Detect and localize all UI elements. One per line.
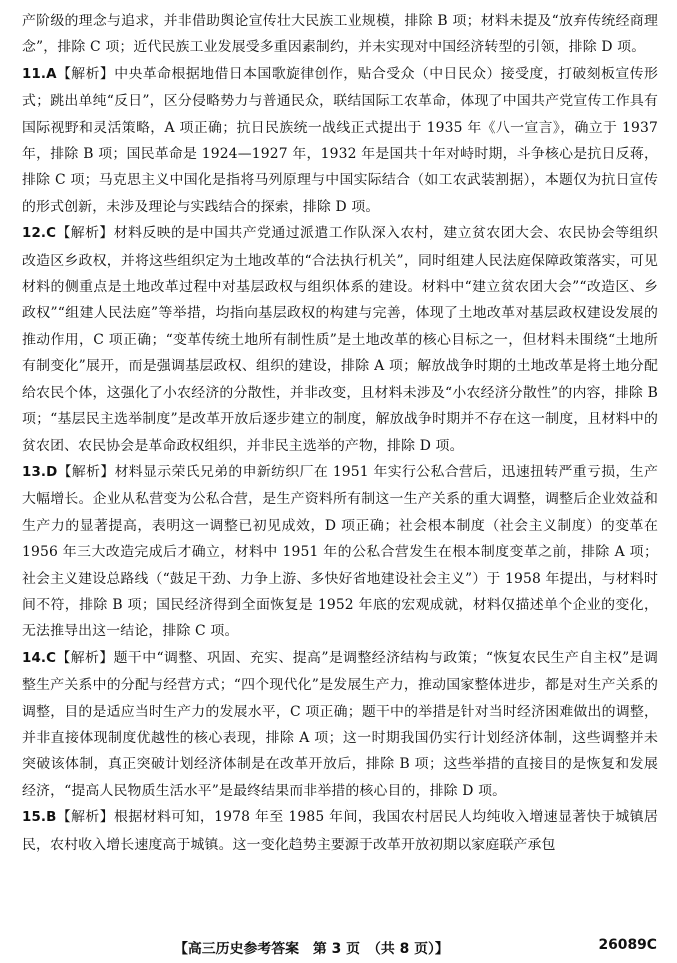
answer-page [22,8,658,858]
answer-number: 15.B [22,810,57,826]
answer-text: 【解析】中央革命根据地借日本国歌旋律创作，贴合受众（中日民众）接受度，打破刻板宣传形式；跳出单纯“反日”，区分侵略势力与普通民众，联结国际工农革命，体现了中国共产党宣传工作具有国际视野和灵活策略，A 项正确；抗日民族统一战线正式提出于 1935 年《八一宣言》，确立于 1937 年，排除 B 项；国民革命是 1924—1927 年，1932 年是国共十年对峙时期，斗争核心是抗日反蒋，排除 C 项；马克思主义中国化是指将马列原理与中国实际结合（如工农武装割据），本题仅为抗日宣传的形式创新，未涉及理论与实践结合的探索，排除 D 项。 [22,65,658,215]
answer-item-11 [22,61,658,220]
intro-paragraph: 产阶级的理念与追求，并非借助舆论宣传壮大民族工业规模，排除 B 项；材料未提及“放弃传统经商理念”，排除 C 项；近代民族工业发展受多重因素制约，并未实现对中国经济转型的引领，排除 D 项。 [22,13,658,56]
page-footer [0,935,677,959]
answer-text: 【解析】根据材料可知，1978 年至 1985 年间，我国农村居民人均纯收入增速显著快于城镇居民，农村收入增长速度高于城镇。这一变化趋势主要源于改革开放初期以家庭联产承包 [22,809,658,853]
answer-number: 14.C [22,650,57,666]
answer-text: 【解析】题干中“调整、巩固、充实、提高”是调整经济结构与政策；“恢复农民生产自主权”是调整生产关系中的分配与经营方式；“四个现代化”是发展生产力，推动国家整体进步，都是对生产关系的调整，目的是适应当时生产力的发展水平，C 项正确；题干中的举措是针对当时经济困难做出的调整，并非直接体现制度优越性的核心表现，排除 A 项；这一时期我国仍实行计划经济体制，这些调整并未突破该体制，真正突破计划经济体制是在改革开放后，排除 B 项；这些举措的直接目的是恢复和发展经济，“提高人民物质生活水平”是最终结果而非举措的核心目的，排除 D 项。 [22,649,658,799]
answer-text: 【解析】材料反映的是中国共产党通过派遣工作队深入农村，建立贫农团大会、农民协会等组织改造区乡政权，并将这些组织定为土地改革的“合法执行机关”，同时组建人民法庭保障政策落实，可见材料的侧重点是土地改革过程中对基层政权与组织体系的建设。材料中“建立贫农团大会”“改造区、乡政权”“组建人民法庭”等举措，均指向基层政权的构建与完善，体现了土地改革对基层政权建设发展的推动作用，C 项正确；“变革传统土地所有制性质”是土地改革的核心目标之一，但材料未围绕“土地所有制变化”展开，而是强调基层政权、组织的建设，排除 A 项；解放战争时期的土地改革是将土地分配给农民个体，这强化了小农经济的分散性，并非改变，且材料未涉及“小农经济分散性”的内容，排除 B 项；“基层民主选举制度”是改革开放后逐步建立的制度，解放战争时期并不存在这一制度，且材料中的贫农团、农民协会是革命政权组织，并非民主选举的产物，排除 D 项。 [22,225,658,454]
answer-item-13 [22,459,658,645]
answer-item-15 [22,804,658,858]
answer-item-14 [22,645,658,804]
answer-item-12 [22,220,658,459]
answer-number: 13.D [22,464,58,480]
answer-number: 12.C [22,226,57,242]
page-number-label: 【高三历史参考答案 第 3 页 （共 8 页）】 [174,941,449,957]
answer-text: 【解析】材料显示荣氏兄弟的申新纺织厂在 1951 年实行公私合营后，迅速扭转严重亏损，生产大幅增长。企业从私营变为公私合营，是生产资料所有制这一生产关系的重大调整，调整后企业效益和生产力的显著提高，表明这一调整已初见成效，D 项正确；社会根本制度（社会主义制度）的变革在 1956 年三大改造完成后才确立，材料中 1951 年的公私合营发生在根本制度变革之前，排除 A 项；社会主义建设总路线（“鼓足干劲、力争上游、多快好省地建设社会主义”）于 1958 年提出，与材料时间不符，排除 B 项；国民经济得到全面恢复是 1952 年底的宏观成就，材料仅描述单个企业的变化，无法推导出这一结论，排除 C 项。 [22,463,658,640]
answer-number: 11.A [22,66,57,82]
document-code: 26089C [598,937,657,953]
